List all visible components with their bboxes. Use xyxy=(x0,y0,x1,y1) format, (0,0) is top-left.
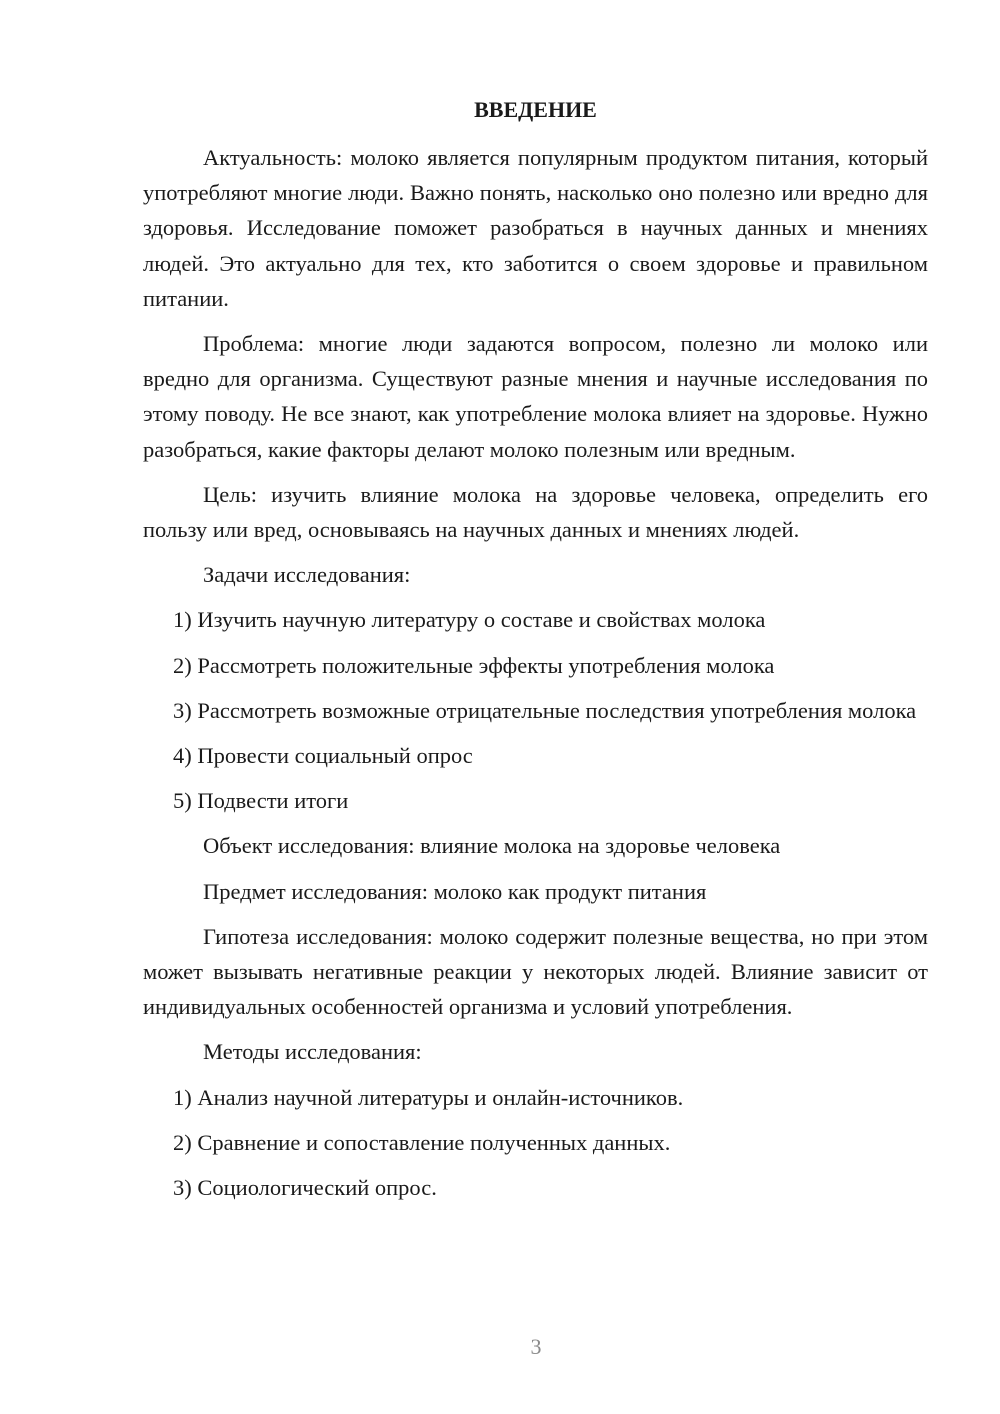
relevance-paragraph: Актуальность: молоко является популярным продуктом питания, который употребляют многие люди. Важно понять, насколько оно полезно или вредно для здоровья. Исследование поможет разобраться в научных данных и мнениях людей. Это актуально для тех, кто заботится о своем здоровье и правильном питании. xyxy=(143,145,928,311)
task-item: 5) Подвести итоги xyxy=(173,788,349,814)
task-item: 3) Рассмотреть возможные отрицательные последствия употребления молока xyxy=(173,697,917,723)
object-line: Объект исследования: влияние молока на здоровье человека xyxy=(203,833,781,859)
task-item: 4) Провести социальный опрос xyxy=(173,743,473,769)
task-item: 1) Изучить научную литературу о составе и свойствах молока xyxy=(173,607,766,633)
problem-paragraph: Проблема: многие люди задаются вопросом, полезно ли молоко или вредно для организма. Существуют разные мнения и научные исследования по этому поводу. Не все знают, как употребление молока влияет на здоровье. Нужно разобраться, какие факторы делают молоко полезным или вредным. xyxy=(143,331,928,462)
goal-paragraph: Цель: изучить влияние молока на здоровье человека, определить его пользу или вред, основываясь на научных данных и мнениях людей. xyxy=(143,481,928,543)
subject-line: Предмет исследования: молоко как продукт питания xyxy=(203,878,707,904)
method-item: 3) Социологический опрос. xyxy=(173,1175,437,1201)
tasks-heading: Задачи исследования: xyxy=(203,562,411,588)
method-item: 2) Сравнение и сопоставление полученных данных. xyxy=(173,1129,671,1155)
method-item: 1) Анализ научной литературы и онлайн-источников. xyxy=(173,1084,684,1110)
document-page xyxy=(143,95,928,1215)
section-title: ВВЕДЕНИЕ xyxy=(474,97,597,122)
page-number: 3 xyxy=(530,1334,542,1359)
methods-heading: Методы исследования: xyxy=(203,1039,422,1065)
hypothesis-paragraph: Гипотеза исследования: молоко содержит полезные вещества, но при этом может вызывать негативные реакции у некоторых людей. Влияние зависит от индивидуальных особенностей организма и условий употребления. xyxy=(143,923,928,1020)
task-item: 2) Рассмотреть положительные эффекты употребления молока xyxy=(173,652,775,678)
